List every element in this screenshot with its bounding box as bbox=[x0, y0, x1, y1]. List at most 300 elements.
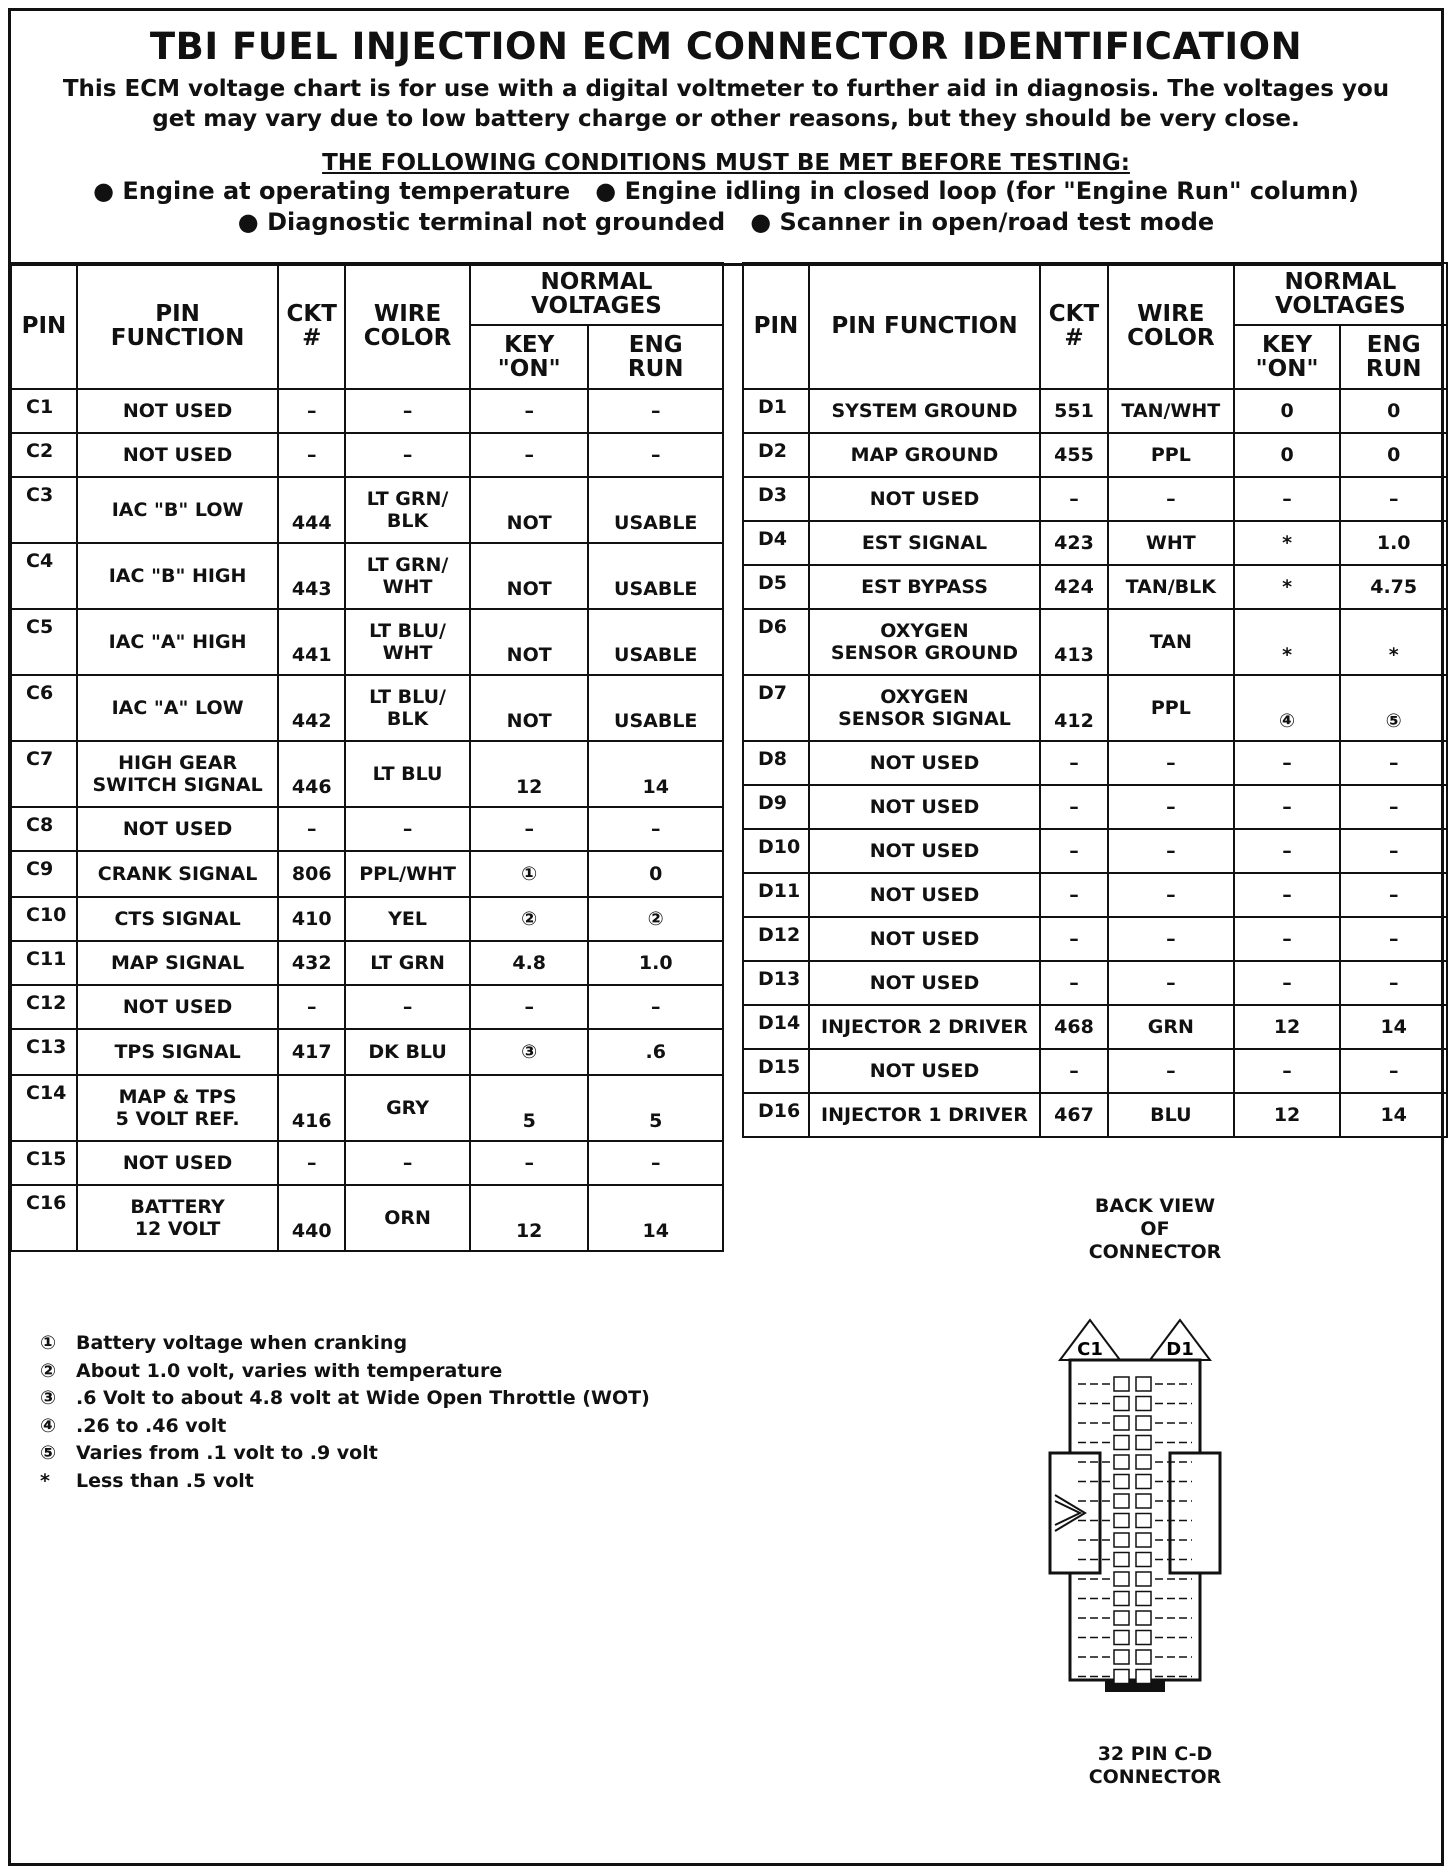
pin-cavity bbox=[1136, 1377, 1151, 1391]
d-pin-table bbox=[742, 262, 1448, 1138]
pin-cell: D16 bbox=[743, 1093, 809, 1137]
ckt-cell: 410 bbox=[278, 897, 345, 941]
footnote-symbol: ③ bbox=[40, 1387, 57, 1409]
pin-cavity bbox=[1136, 1416, 1151, 1430]
bullet-icon: ● bbox=[750, 208, 780, 236]
pin-cavity bbox=[1114, 1631, 1129, 1645]
eng-run-voltage-cell: 0 bbox=[588, 851, 723, 897]
footnote-symbol: * bbox=[40, 1469, 50, 1492]
ckt-cell: 551 bbox=[1040, 389, 1108, 433]
wire-color-cell: TAN/BLK bbox=[1108, 565, 1234, 609]
ckt-cell: – bbox=[278, 433, 345, 477]
table-row bbox=[743, 565, 1447, 609]
key-on-voltage-cell: – bbox=[1234, 873, 1341, 917]
pin-cell: D10 bbox=[743, 829, 809, 873]
pin-cavity bbox=[1114, 1650, 1129, 1664]
ckt-cell: – bbox=[278, 985, 345, 1029]
connector-right-latch bbox=[1170, 1453, 1220, 1573]
eng-run-voltage-cell: – bbox=[588, 1141, 723, 1185]
wire-color-cell: – bbox=[1108, 873, 1234, 917]
key-on-voltage-cell: ③ bbox=[470, 1029, 588, 1075]
wire-color-cell: PPL bbox=[1108, 675, 1234, 741]
connector-diagram bbox=[1030, 1195, 1280, 1795]
conditions-line-1 bbox=[11, 176, 1441, 207]
eng-run-voltage-cell: – bbox=[1340, 917, 1447, 961]
table-row bbox=[11, 543, 723, 609]
table-row bbox=[743, 609, 1447, 675]
wire-color-cell: – bbox=[345, 389, 470, 433]
pin-cell: D14 bbox=[743, 1005, 809, 1049]
key-on-voltage-cell: NOT bbox=[470, 675, 588, 741]
function-cell: MAP GROUND bbox=[809, 433, 1040, 477]
eng-run-voltage-cell: 0 bbox=[1340, 389, 1447, 433]
condition-3: Diagnostic terminal not grounded bbox=[267, 208, 726, 236]
eng-run-voltage-cell: – bbox=[588, 985, 723, 1029]
table-row bbox=[11, 1185, 723, 1251]
key-on-voltage-cell: 5 bbox=[470, 1075, 588, 1141]
pin-cavity bbox=[1114, 1592, 1129, 1606]
ckt-cell: 441 bbox=[278, 609, 345, 675]
connector-label-line: 32 PIN C-D bbox=[1097, 1743, 1213, 1765]
c1-label: C1 bbox=[1077, 1339, 1103, 1360]
table-row bbox=[11, 851, 723, 897]
table-row bbox=[743, 741, 1447, 785]
pin-cell: D13 bbox=[743, 961, 809, 1005]
wire-color-cell: – bbox=[1108, 917, 1234, 961]
d1-marker bbox=[1150, 1320, 1210, 1360]
table-row bbox=[11, 389, 723, 433]
header bbox=[11, 11, 1441, 266]
footnote-item bbox=[40, 1385, 650, 1413]
key-on-voltage-cell: – bbox=[1234, 917, 1341, 961]
function-cell: NOT USED bbox=[809, 961, 1040, 1005]
col-header-ckt: CKT # bbox=[278, 263, 345, 389]
wire-color-cell: GRY bbox=[345, 1075, 470, 1141]
function-cell: IAC "B" HIGH bbox=[77, 543, 278, 609]
pin-cell: C9 bbox=[11, 851, 77, 897]
key-on-voltage-cell: * bbox=[1234, 565, 1341, 609]
table-row bbox=[11, 675, 723, 741]
function-cell: NOT USED bbox=[809, 829, 1040, 873]
col-header-normal-voltages: NORMAL VOLTAGES bbox=[1234, 263, 1447, 325]
key-on-voltage-cell: * bbox=[1234, 521, 1341, 565]
ckt-cell: 412 bbox=[1040, 675, 1108, 741]
table-row bbox=[11, 941, 723, 985]
function-cell: CTS SIGNAL bbox=[77, 897, 278, 941]
eng-run-voltage-cell: USABLE bbox=[588, 609, 723, 675]
pin-cavity bbox=[1114, 1436, 1129, 1450]
bullet-icon: ● bbox=[237, 208, 268, 236]
col-header-key-on: KEY "ON" bbox=[470, 325, 588, 389]
ckt-cell: 432 bbox=[278, 941, 345, 985]
wire-color-cell: – bbox=[345, 1141, 470, 1185]
pin-cavity bbox=[1136, 1670, 1151, 1684]
eng-run-voltage-cell: – bbox=[1340, 741, 1447, 785]
pin-cavity bbox=[1114, 1397, 1129, 1411]
key-on-voltage-cell: 4.8 bbox=[470, 941, 588, 985]
footnote-item bbox=[40, 1440, 650, 1468]
pin-cell: D5 bbox=[743, 565, 809, 609]
pin-cell: C16 bbox=[11, 1185, 77, 1251]
pin-cavity bbox=[1114, 1514, 1129, 1528]
key-on-voltage-cell: 0 bbox=[1234, 433, 1341, 477]
pin-cavity bbox=[1114, 1377, 1129, 1391]
pin-cell: D3 bbox=[743, 477, 809, 521]
pin-cavity bbox=[1114, 1475, 1129, 1489]
pin-cavity bbox=[1114, 1572, 1129, 1586]
function-cell: IAC "B" LOW bbox=[77, 477, 278, 543]
function-cell: IAC "A" LOW bbox=[77, 675, 278, 741]
eng-run-voltage-cell: – bbox=[1340, 1049, 1447, 1093]
key-on-voltage-cell: – bbox=[470, 433, 588, 477]
col-header-eng-run: ENG RUN bbox=[588, 325, 723, 389]
connector-bottom-label bbox=[1030, 1743, 1280, 1789]
key-on-voltage-cell: 12 bbox=[470, 741, 588, 807]
wire-color-cell: LT GRN bbox=[345, 941, 470, 985]
c-pin-table bbox=[10, 262, 724, 1252]
pin-cell: D7 bbox=[743, 675, 809, 741]
footnote-text: Less than .5 volt bbox=[76, 1469, 254, 1492]
col-header-wire-color: WIRE COLOR bbox=[1108, 263, 1234, 389]
d1-label: D1 bbox=[1166, 1339, 1194, 1360]
ckt-cell: 424 bbox=[1040, 565, 1108, 609]
footnotes bbox=[40, 1330, 650, 1495]
function-cell: NOT USED bbox=[809, 917, 1040, 961]
function-cell: SYSTEM GROUND bbox=[809, 389, 1040, 433]
function-cell: HIGH GEAR SWITCH SIGNAL bbox=[77, 741, 278, 807]
condition-1: Engine at operating temperature bbox=[122, 177, 571, 205]
table-row bbox=[11, 985, 723, 1029]
eng-run-voltage-cell: .6 bbox=[588, 1029, 723, 1075]
function-cell: TPS SIGNAL bbox=[77, 1029, 278, 1075]
pin-cell: C15 bbox=[11, 1141, 77, 1185]
pin-cell: C13 bbox=[11, 1029, 77, 1075]
pin-cell: D9 bbox=[743, 785, 809, 829]
pin-cell: D1 bbox=[743, 389, 809, 433]
table-row bbox=[743, 785, 1447, 829]
footnote-item bbox=[40, 1468, 650, 1496]
footnote-item bbox=[40, 1358, 650, 1386]
function-cell: OXYGEN SENSOR SIGNAL bbox=[809, 675, 1040, 741]
wire-color-cell: YEL bbox=[345, 897, 470, 941]
pin-cell: C6 bbox=[11, 675, 77, 741]
table-row bbox=[11, 741, 723, 807]
pin-cavity bbox=[1114, 1494, 1129, 1508]
table-row bbox=[743, 675, 1447, 741]
pin-cell: C10 bbox=[11, 897, 77, 941]
function-cell: NOT USED bbox=[809, 785, 1040, 829]
connector-label-line: OF bbox=[1140, 1218, 1170, 1240]
eng-run-voltage-cell: 0 bbox=[1340, 433, 1447, 477]
ckt-cell: – bbox=[1040, 961, 1108, 1005]
pin-cell: C1 bbox=[11, 389, 77, 433]
footnote-text: Battery voltage when cranking bbox=[76, 1332, 408, 1354]
function-cell: MAP SIGNAL bbox=[77, 941, 278, 985]
eng-run-voltage-cell: 4.75 bbox=[1340, 565, 1447, 609]
function-cell: NOT USED bbox=[77, 433, 278, 477]
function-cell: NOT USED bbox=[809, 873, 1040, 917]
footnote-symbol: ① bbox=[40, 1332, 57, 1354]
key-on-voltage-cell: 0 bbox=[1234, 389, 1341, 433]
ckt-cell: 446 bbox=[278, 741, 345, 807]
pin-cell: C5 bbox=[11, 609, 77, 675]
eng-run-voltage-cell: 14 bbox=[588, 741, 723, 807]
c1-marker bbox=[1060, 1320, 1120, 1360]
pin-cell: C12 bbox=[11, 985, 77, 1029]
eng-run-voltage-cell: * bbox=[1340, 609, 1447, 675]
pin-cell: D2 bbox=[743, 433, 809, 477]
pin-cavity bbox=[1136, 1514, 1151, 1528]
eng-run-voltage-cell: ② bbox=[588, 897, 723, 941]
table-row bbox=[11, 609, 723, 675]
function-cell: INJECTOR 1 DRIVER bbox=[809, 1093, 1040, 1137]
bullet-icon: ● bbox=[93, 177, 123, 205]
pin-cavity bbox=[1114, 1611, 1129, 1625]
pin-cell: D15 bbox=[743, 1049, 809, 1093]
wire-color-cell: – bbox=[345, 985, 470, 1029]
wire-color-cell: LT BLU bbox=[345, 741, 470, 807]
wire-color-cell: PPL bbox=[1108, 433, 1234, 477]
key-on-voltage-cell: – bbox=[1234, 961, 1341, 1005]
eng-run-voltage-cell: USABLE bbox=[588, 675, 723, 741]
pin-cell: C7 bbox=[11, 741, 77, 807]
function-cell: CRANK SIGNAL bbox=[77, 851, 278, 897]
connector-label-line: CONNECTOR bbox=[1088, 1766, 1222, 1788]
table-row bbox=[743, 873, 1447, 917]
pin-cavity bbox=[1114, 1670, 1129, 1684]
connector-left-latch bbox=[1050, 1453, 1100, 1573]
table-row bbox=[743, 1093, 1447, 1137]
condition-2: Engine idling in closed loop (for "Engine Run" column) bbox=[624, 177, 1359, 205]
col-header-pin: PIN bbox=[743, 263, 809, 389]
wire-color-cell: GRN bbox=[1108, 1005, 1234, 1049]
eng-run-voltage-cell: – bbox=[1340, 961, 1447, 1005]
connector-body bbox=[1050, 1360, 1220, 1692]
function-cell: MAP & TPS 5 VOLT REF. bbox=[77, 1075, 278, 1141]
eng-run-voltage-cell: 1.0 bbox=[588, 941, 723, 985]
col-header-ckt: CKT # bbox=[1040, 263, 1108, 389]
wire-color-cell: – bbox=[1108, 477, 1234, 521]
function-cell: OXYGEN SENSOR GROUND bbox=[809, 609, 1040, 675]
function-cell: EST BYPASS bbox=[809, 565, 1040, 609]
table-row bbox=[743, 477, 1447, 521]
key-on-voltage-cell: – bbox=[470, 1141, 588, 1185]
key-on-voltage-cell: NOT bbox=[470, 477, 588, 543]
footnote-symbol: ② bbox=[40, 1359, 57, 1382]
connector-drawing bbox=[1030, 1195, 1280, 1743]
table-row bbox=[743, 961, 1447, 1005]
col-header-eng-run: ENG RUN bbox=[1340, 325, 1447, 389]
pin-cell: C4 bbox=[11, 543, 77, 609]
function-cell: NOT USED bbox=[77, 1141, 278, 1185]
col-header-wire-color: WIRE COLOR bbox=[345, 263, 470, 389]
wire-color-cell: BLU bbox=[1108, 1093, 1234, 1137]
function-cell: NOT USED bbox=[809, 477, 1040, 521]
ckt-cell: 413 bbox=[1040, 609, 1108, 675]
function-cell: INJECTOR 2 DRIVER bbox=[809, 1005, 1040, 1049]
eng-run-voltage-cell: 1.0 bbox=[1340, 521, 1447, 565]
pin-cavity bbox=[1114, 1416, 1129, 1430]
ckt-cell: 442 bbox=[278, 675, 345, 741]
ckt-cell: 467 bbox=[1040, 1093, 1108, 1137]
col-header-pin-function: PIN FUNCTION bbox=[809, 263, 1040, 389]
ckt-cell: 455 bbox=[1040, 433, 1108, 477]
key-on-voltage-cell: – bbox=[1234, 741, 1341, 785]
pin-cavity bbox=[1136, 1631, 1151, 1645]
function-cell: NOT USED bbox=[77, 807, 278, 851]
wire-color-cell: LT BLU/ WHT bbox=[345, 609, 470, 675]
wire-color-cell: LT GRN/ BLK bbox=[345, 477, 470, 543]
table-row bbox=[743, 433, 1447, 477]
wire-color-cell: TAN bbox=[1108, 609, 1234, 675]
conditions-line-2 bbox=[11, 207, 1441, 238]
table-row bbox=[743, 389, 1447, 433]
function-cell: NOT USED bbox=[809, 741, 1040, 785]
pin-cavity bbox=[1136, 1455, 1151, 1469]
function-cell: EST SIGNAL bbox=[809, 521, 1040, 565]
key-on-voltage-cell: 12 bbox=[1234, 1005, 1341, 1049]
eng-run-voltage-cell: – bbox=[1340, 873, 1447, 917]
wire-color-cell: – bbox=[1108, 785, 1234, 829]
wire-color-cell: TAN/WHT bbox=[1108, 389, 1234, 433]
key-on-voltage-cell: ① bbox=[470, 851, 588, 897]
key-on-voltage-cell: – bbox=[1234, 477, 1341, 521]
footnote-text: .26 to .46 volt bbox=[76, 1414, 227, 1437]
table-row bbox=[11, 433, 723, 477]
footnote-text: Varies from .1 volt to .9 volt bbox=[76, 1442, 378, 1464]
ckt-cell: 440 bbox=[278, 1185, 345, 1251]
eng-run-voltage-cell: – bbox=[1340, 785, 1447, 829]
wire-color-cell: PPL/WHT bbox=[345, 851, 470, 897]
pin-cavity bbox=[1114, 1455, 1129, 1469]
eng-run-voltage-cell: – bbox=[1340, 829, 1447, 873]
table-row bbox=[11, 897, 723, 941]
footnote-text: About 1.0 volt, varies with temperature bbox=[76, 1359, 503, 1382]
pin-cavity bbox=[1114, 1533, 1129, 1547]
pin-cell: D8 bbox=[743, 741, 809, 785]
key-on-voltage-cell: 12 bbox=[1234, 1093, 1341, 1137]
bullet-icon: ● bbox=[595, 177, 625, 205]
function-cell: NOT USED bbox=[77, 389, 278, 433]
key-on-voltage-cell: ② bbox=[470, 897, 588, 941]
table-row bbox=[11, 807, 723, 851]
key-on-voltage-cell: – bbox=[470, 985, 588, 1029]
pin-cavity bbox=[1136, 1397, 1151, 1411]
key-on-voltage-cell: * bbox=[1234, 609, 1341, 675]
ckt-cell: 417 bbox=[278, 1029, 345, 1075]
ckt-cell: 416 bbox=[278, 1075, 345, 1141]
table-row bbox=[743, 917, 1447, 961]
col-header-key-on: KEY "ON" bbox=[1234, 325, 1341, 389]
wire-color-cell: – bbox=[1108, 741, 1234, 785]
pin-cell: C11 bbox=[11, 941, 77, 985]
pin-cavity bbox=[1136, 1650, 1151, 1664]
conditions-heading: THE FOLLOWING CONDITIONS MUST BE MET BEFORE TESTING: bbox=[322, 150, 1130, 176]
function-cell: NOT USED bbox=[809, 1049, 1040, 1093]
pin-cell: C3 bbox=[11, 477, 77, 543]
function-cell: IAC "A" HIGH bbox=[77, 609, 278, 675]
eng-run-voltage-cell: ⑤ bbox=[1340, 675, 1447, 741]
key-on-voltage-cell: NOT bbox=[470, 543, 588, 609]
footnote-item bbox=[40, 1413, 650, 1441]
table-row bbox=[743, 1049, 1447, 1093]
table-row bbox=[743, 1005, 1447, 1049]
pin-cell: C14 bbox=[11, 1075, 77, 1141]
footnote-text: .6 Volt to about 4.8 volt at Wide Open Throttle (WOT) bbox=[76, 1387, 650, 1409]
function-cell: BATTERY 12 VOLT bbox=[77, 1185, 278, 1251]
wire-color-cell: – bbox=[1108, 961, 1234, 1005]
pin-cavity bbox=[1136, 1436, 1151, 1450]
wire-color-cell: – bbox=[1108, 829, 1234, 873]
key-on-voltage-cell: – bbox=[1234, 785, 1341, 829]
wire-color-cell: – bbox=[345, 433, 470, 477]
col-header-pin: PIN bbox=[11, 263, 77, 389]
ckt-cell: – bbox=[1040, 917, 1108, 961]
pin-cavity bbox=[1136, 1475, 1151, 1489]
ckt-cell: – bbox=[278, 1141, 345, 1185]
col-header-normal-voltages: NORMAL VOLTAGES bbox=[470, 263, 723, 325]
table-row bbox=[743, 521, 1447, 565]
key-on-voltage-cell: ④ bbox=[1234, 675, 1341, 741]
wire-color-cell: LT GRN/ WHT bbox=[345, 543, 470, 609]
eng-run-voltage-cell: USABLE bbox=[588, 477, 723, 543]
eng-run-voltage-cell: 14 bbox=[1340, 1005, 1447, 1049]
footnote-symbol: ⑤ bbox=[40, 1442, 57, 1464]
function-cell: NOT USED bbox=[77, 985, 278, 1029]
col-header-pin-function: PIN FUNCTION bbox=[77, 263, 278, 389]
ckt-cell: 423 bbox=[1040, 521, 1108, 565]
ckt-cell: 443 bbox=[278, 543, 345, 609]
wire-color-cell: – bbox=[345, 807, 470, 851]
table-row bbox=[743, 829, 1447, 873]
key-on-voltage-cell: – bbox=[470, 807, 588, 851]
pin-cavity bbox=[1136, 1553, 1151, 1567]
ckt-cell: – bbox=[1040, 873, 1108, 917]
table-row bbox=[11, 1075, 723, 1141]
pin-cell: D12 bbox=[743, 917, 809, 961]
pin-cell: C2 bbox=[11, 433, 77, 477]
pin-cavity bbox=[1136, 1494, 1151, 1508]
ckt-cell: – bbox=[278, 807, 345, 851]
table-row bbox=[11, 1029, 723, 1075]
wire-color-cell: WHT bbox=[1108, 521, 1234, 565]
eng-run-voltage-cell: – bbox=[588, 389, 723, 433]
eng-run-voltage-cell: – bbox=[588, 807, 723, 851]
key-on-voltage-cell: NOT bbox=[470, 609, 588, 675]
pin-cavity bbox=[1136, 1611, 1151, 1625]
ckt-cell: – bbox=[278, 389, 345, 433]
ckt-cell: – bbox=[1040, 477, 1108, 521]
footnote-item bbox=[40, 1330, 650, 1358]
ckt-cell: 444 bbox=[278, 477, 345, 543]
wire-color-cell: DK BLU bbox=[345, 1029, 470, 1075]
key-on-voltage-cell: 12 bbox=[470, 1185, 588, 1251]
eng-run-voltage-cell: 5 bbox=[588, 1075, 723, 1141]
ckt-cell: – bbox=[1040, 741, 1108, 785]
pin-cavity bbox=[1136, 1592, 1151, 1606]
pin-cell: C8 bbox=[11, 807, 77, 851]
ckt-cell: 806 bbox=[278, 851, 345, 897]
eng-run-voltage-cell: – bbox=[588, 433, 723, 477]
table-row bbox=[11, 1141, 723, 1185]
ckt-cell: 468 bbox=[1040, 1005, 1108, 1049]
eng-run-voltage-cell: USABLE bbox=[588, 543, 723, 609]
eng-run-voltage-cell: 14 bbox=[588, 1185, 723, 1251]
pin-cavity bbox=[1114, 1553, 1129, 1567]
pin-cell: D4 bbox=[743, 521, 809, 565]
wire-color-cell: – bbox=[1108, 1049, 1234, 1093]
key-on-voltage-cell: – bbox=[470, 389, 588, 433]
